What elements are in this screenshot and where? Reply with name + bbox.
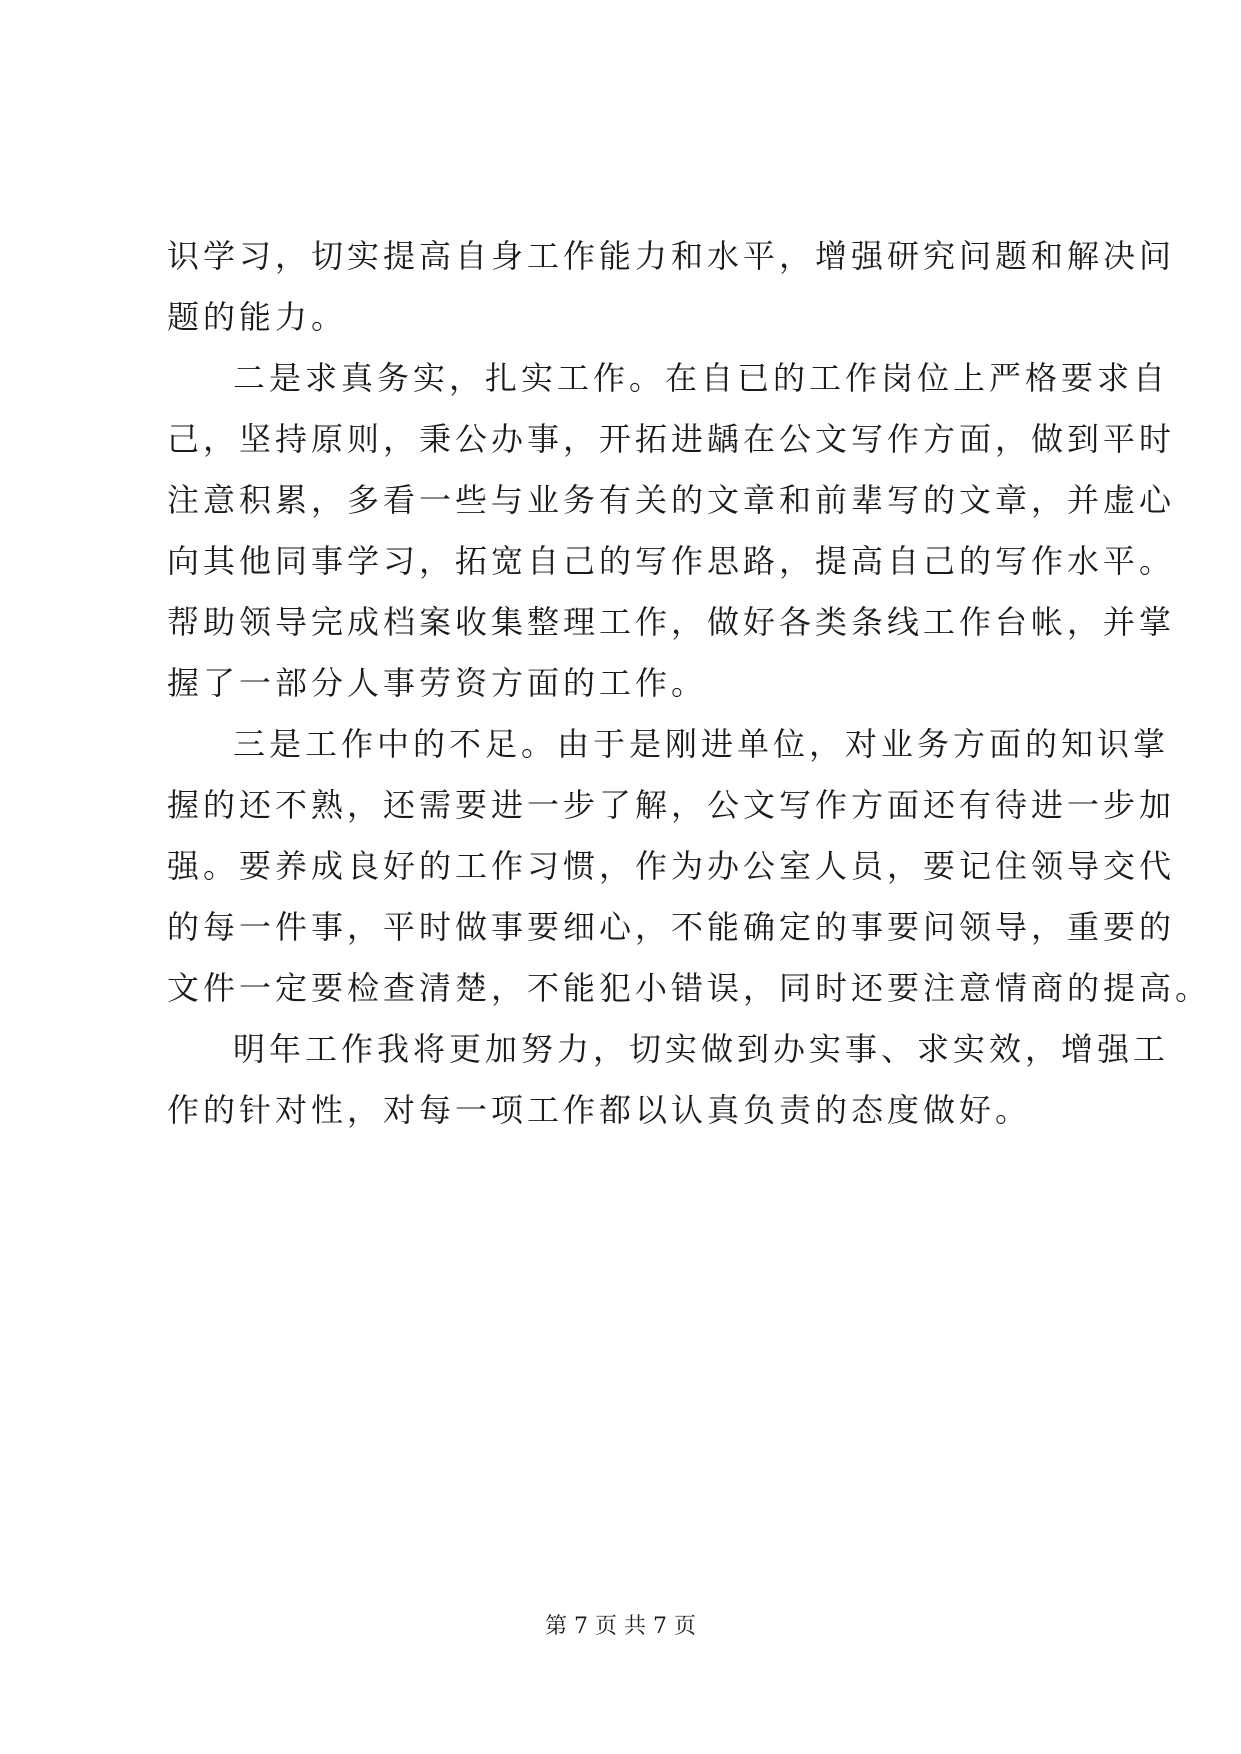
text-line: 注意积累，多看一些与业务有关的文章和前辈写的文章，并虚心	[167, 481, 1176, 519]
text-line: 握的还不熟，还需要进一步了解，公文写作方面还有待进一步加	[167, 786, 1176, 824]
page-number-footer: 第 7 页 共 7 页	[545, 1614, 696, 1639]
text-line: 作的针对性，对每一项工作都以认真负责的态度做好。	[167, 1091, 1032, 1129]
text-line: 文件一定要检查清楚，不能犯小错误，同时还要注意情商的提高。	[167, 969, 1212, 1007]
text-line: 题的能力。	[167, 298, 348, 336]
text-line: 明年工作我将更加努力，切实做到办实事、求实效，增强工	[233, 1030, 1170, 1068]
text-line: 握了一部分人事劳资方面的工作。	[167, 664, 708, 702]
text-line: 己，坚持原则，秉公办事，开拓进龋在公文写作方面，做到平时	[167, 420, 1176, 458]
text-line: 二是求真务实，扎实工作。在自已的工作岗位上严格要求自	[233, 359, 1170, 397]
text-line: 三是工作中的不足。由于是刚进单位，对业务方面的知识掌	[233, 725, 1170, 763]
text-line: 帮助领导完成档案收集整理工作，做好各类条线工作台帐，并掌	[167, 603, 1176, 641]
text-line: 向其他同事学习，拓宽自己的写作思路，提高自己的写作水平。	[167, 542, 1176, 580]
text-line: 识学习，切实提高自身工作能力和水平，增强研究问题和解决问	[167, 237, 1176, 275]
document-body	[167, 226, 1212, 1141]
text-line: 的每一件事，平时做事要细心，不能确定的事要问领导，重要的	[167, 908, 1176, 946]
text-line: 强。要养成良好的工作习惯，作为办公室人员，要记住领导交代	[167, 847, 1176, 885]
